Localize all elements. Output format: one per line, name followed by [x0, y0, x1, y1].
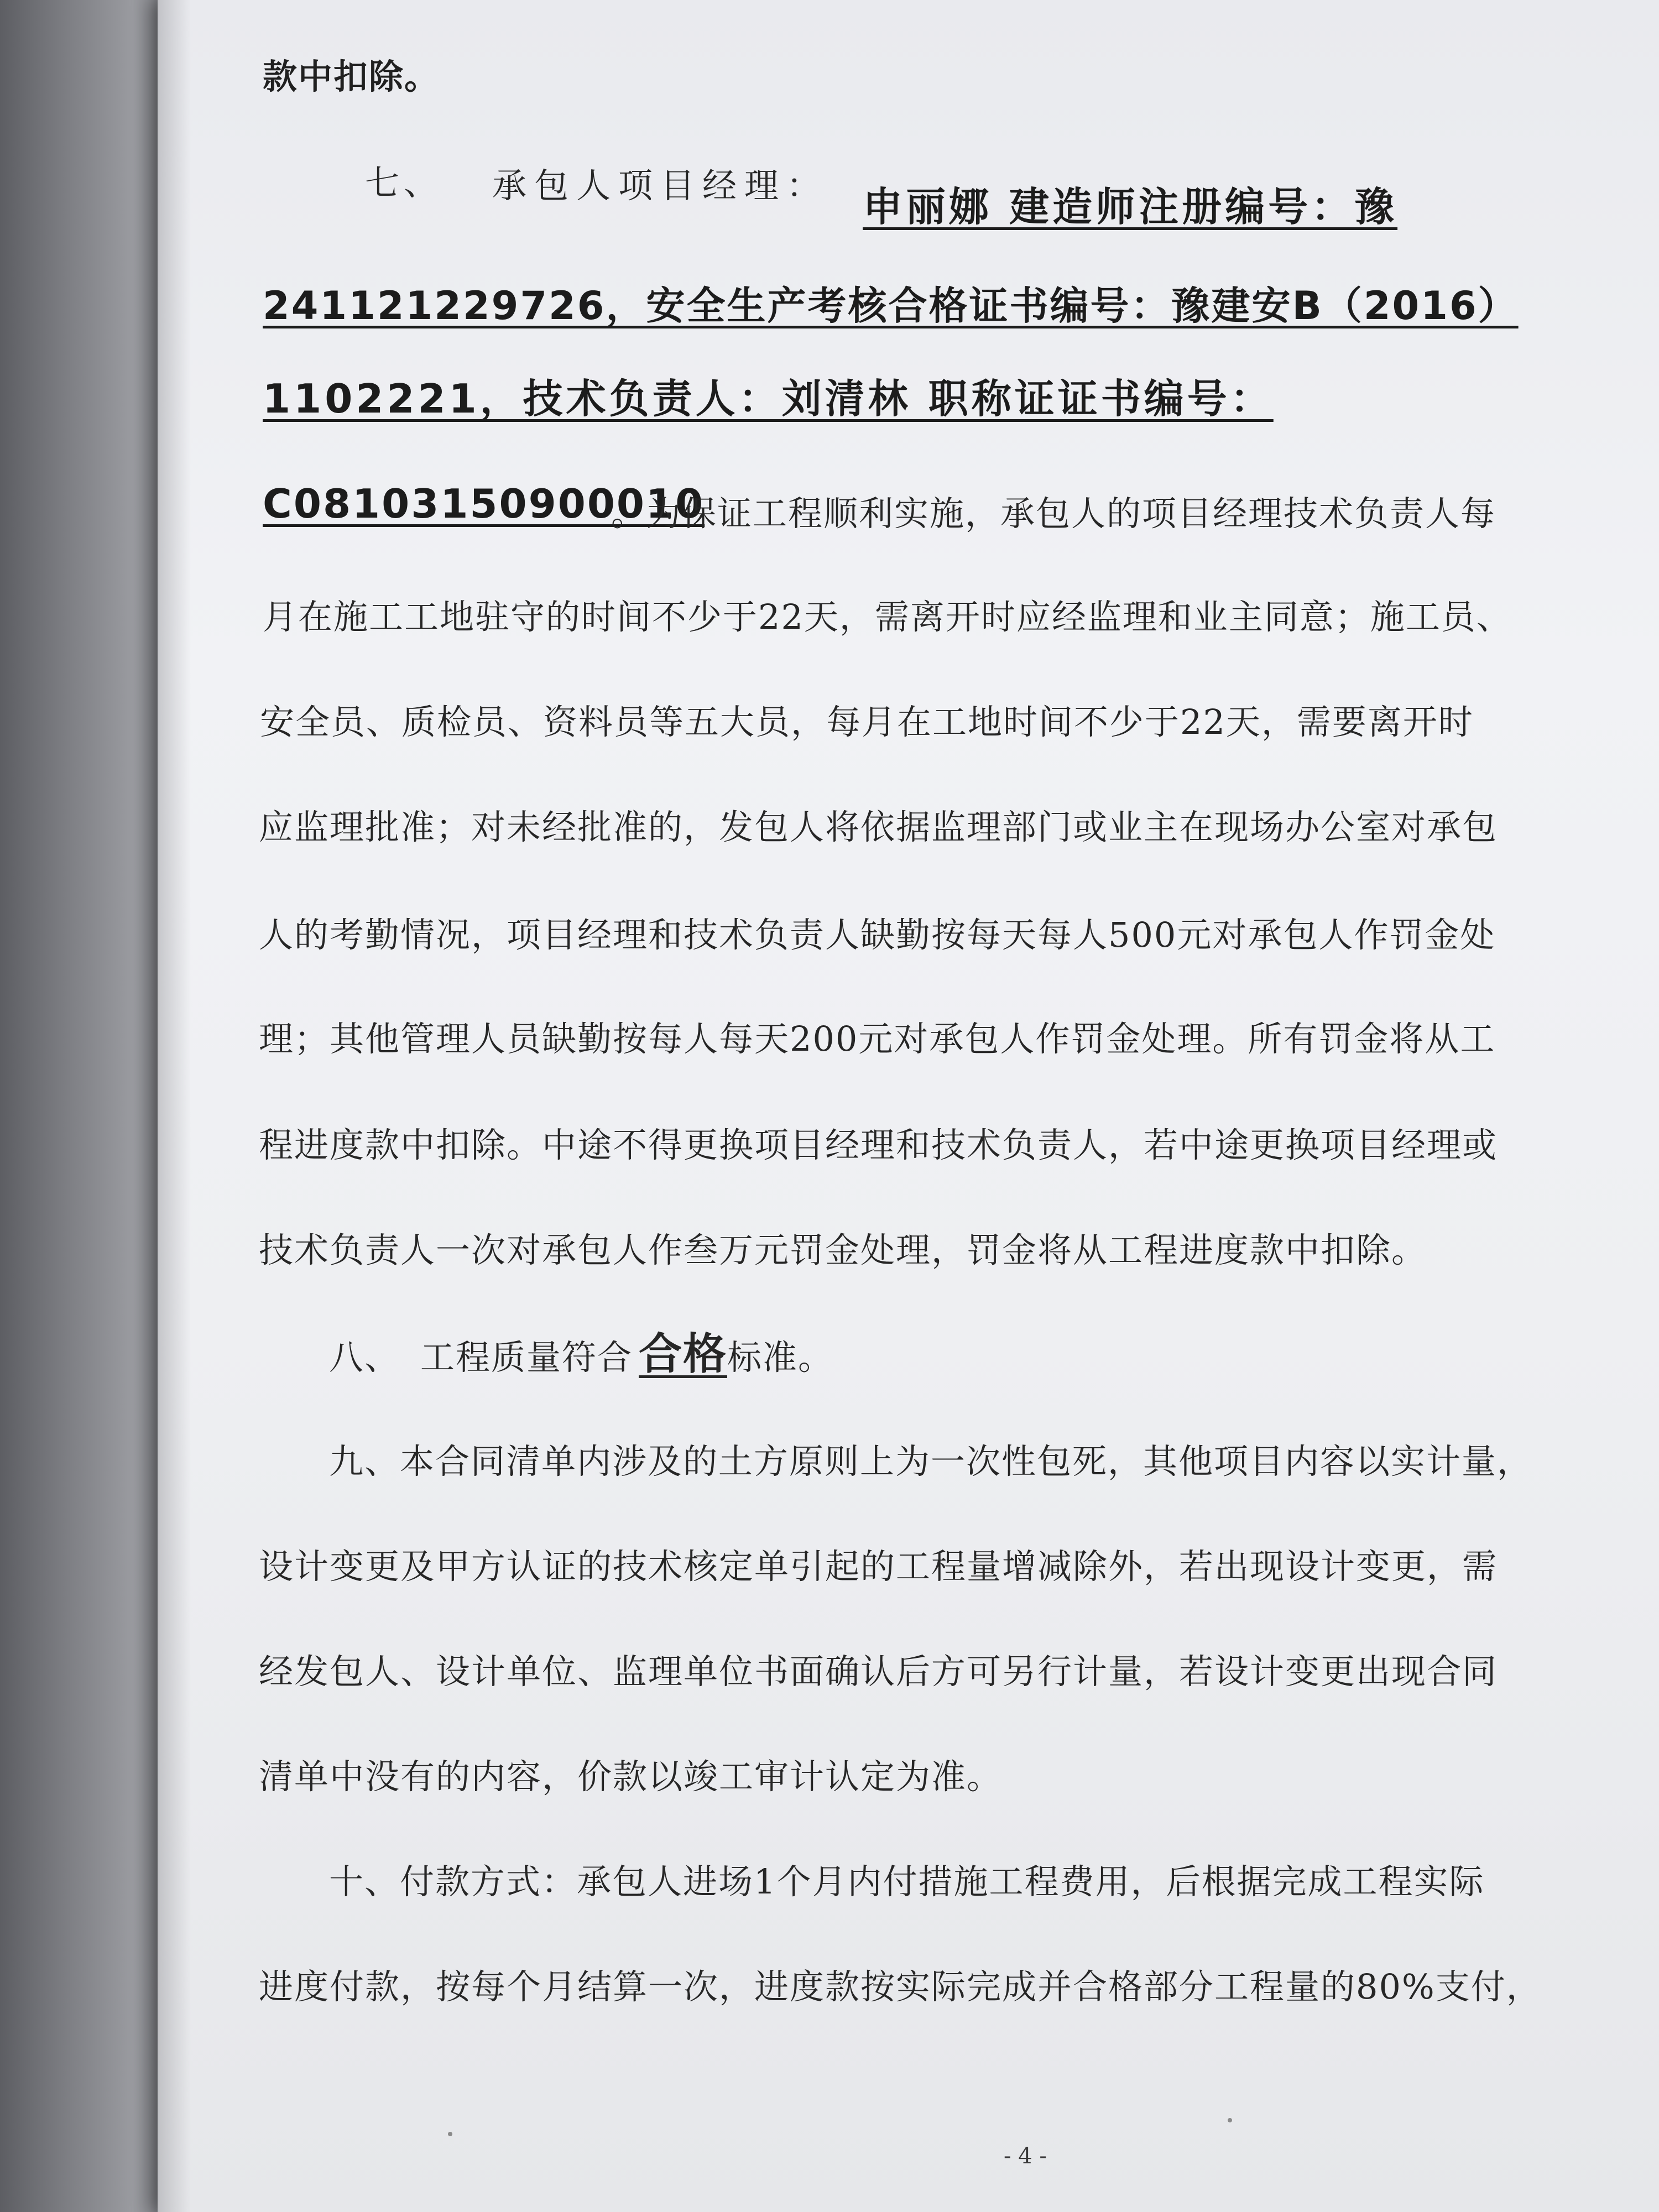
text-line-20: 设计变更及甲方认证的技术核定单引起的工程量增减除外，若出现设计变更，需 [259, 1546, 1498, 1587]
text-line-12: 理；其他管理人员缺勤按每人每天200元对承包人作罚金处理。所有罚金将从工 [259, 1019, 1496, 1059]
document-page [158, 0, 1659, 2212]
title-certificate-number: C08103150900010 [263, 481, 705, 527]
section-7-number: 七、 [365, 163, 443, 203]
text-line-22: 清单中没有的内容，价款以竣工审计认定为准。 [259, 1756, 1003, 1797]
text-line-8: 月在施工工地驻守的时间不少于22天，需离开时应经监理和业主同意；施工员、 [263, 597, 1512, 637]
text-line-9: 安全员、质检员、资料员等五大员，每月在工地时间不少于22天，需要离开时 [260, 702, 1474, 742]
text-line-10: 应监理批准；对未经批准的，发包人将依据监理部门或业主在现场办公室对承包 [259, 807, 1498, 847]
page-number: - 4 - [1004, 2143, 1047, 2169]
text-line-11: 人的考勤情况，项目经理和技术负责人缺勤按每天每人500元对承包人作罚金处 [259, 915, 1496, 955]
text-line-1: 款中扣除。 [263, 56, 440, 97]
quality-standard-qualified: 合格 [639, 1329, 728, 1379]
text-line-14: 技术负责人一次对承包人作叁万元罚金处理，罚金将从工程进度款中扣除。 [259, 1230, 1427, 1270]
section-8-text: 工程质量符合 [420, 1337, 633, 1378]
paper-speck [1228, 2118, 1232, 2122]
project-manager-name: 申丽娜 建造师注册编号：豫 [863, 184, 1398, 230]
text-line-24: 进度付款，按每个月结算一次，进度款按实际完成并合格部分工程量的80%支付， [259, 1966, 1542, 2007]
technical-lead-line: 1102221，技术负责人：刘清林 职称证证书编号： [263, 375, 1274, 422]
text-line-13: 程进度款中扣除。中途不得更换项目经理和技术负责人，若中途更换项目经理或 [259, 1125, 1498, 1165]
section-8-suffix: 标准。 [727, 1337, 834, 1378]
text-line-19: 九、本合同清单内涉及的土方原则上为一次性包死，其他项目内容以实计量， [329, 1441, 1533, 1481]
section-7-label: 承包人项目经理： [492, 165, 829, 206]
paper-speck [448, 2132, 452, 2136]
text-line-7: 。为保证工程顺利实施，承包人的项目经理技术负责人每 [611, 493, 1496, 534]
text-line-21: 经发包人、设计单位、监理单位书面确认后方可另行计量，若设计变更出现合同 [259, 1651, 1498, 1692]
section-8-number: 八、 [329, 1337, 400, 1378]
text-line-23: 十、付款方式：承包人进场1个月内付措施工程费用，后根据完成工程实际 [329, 1861, 1485, 1902]
certificate-numbers-line: 241121229726，安全生产考核合格证书编号：豫建安B（2016） [263, 283, 1519, 328]
